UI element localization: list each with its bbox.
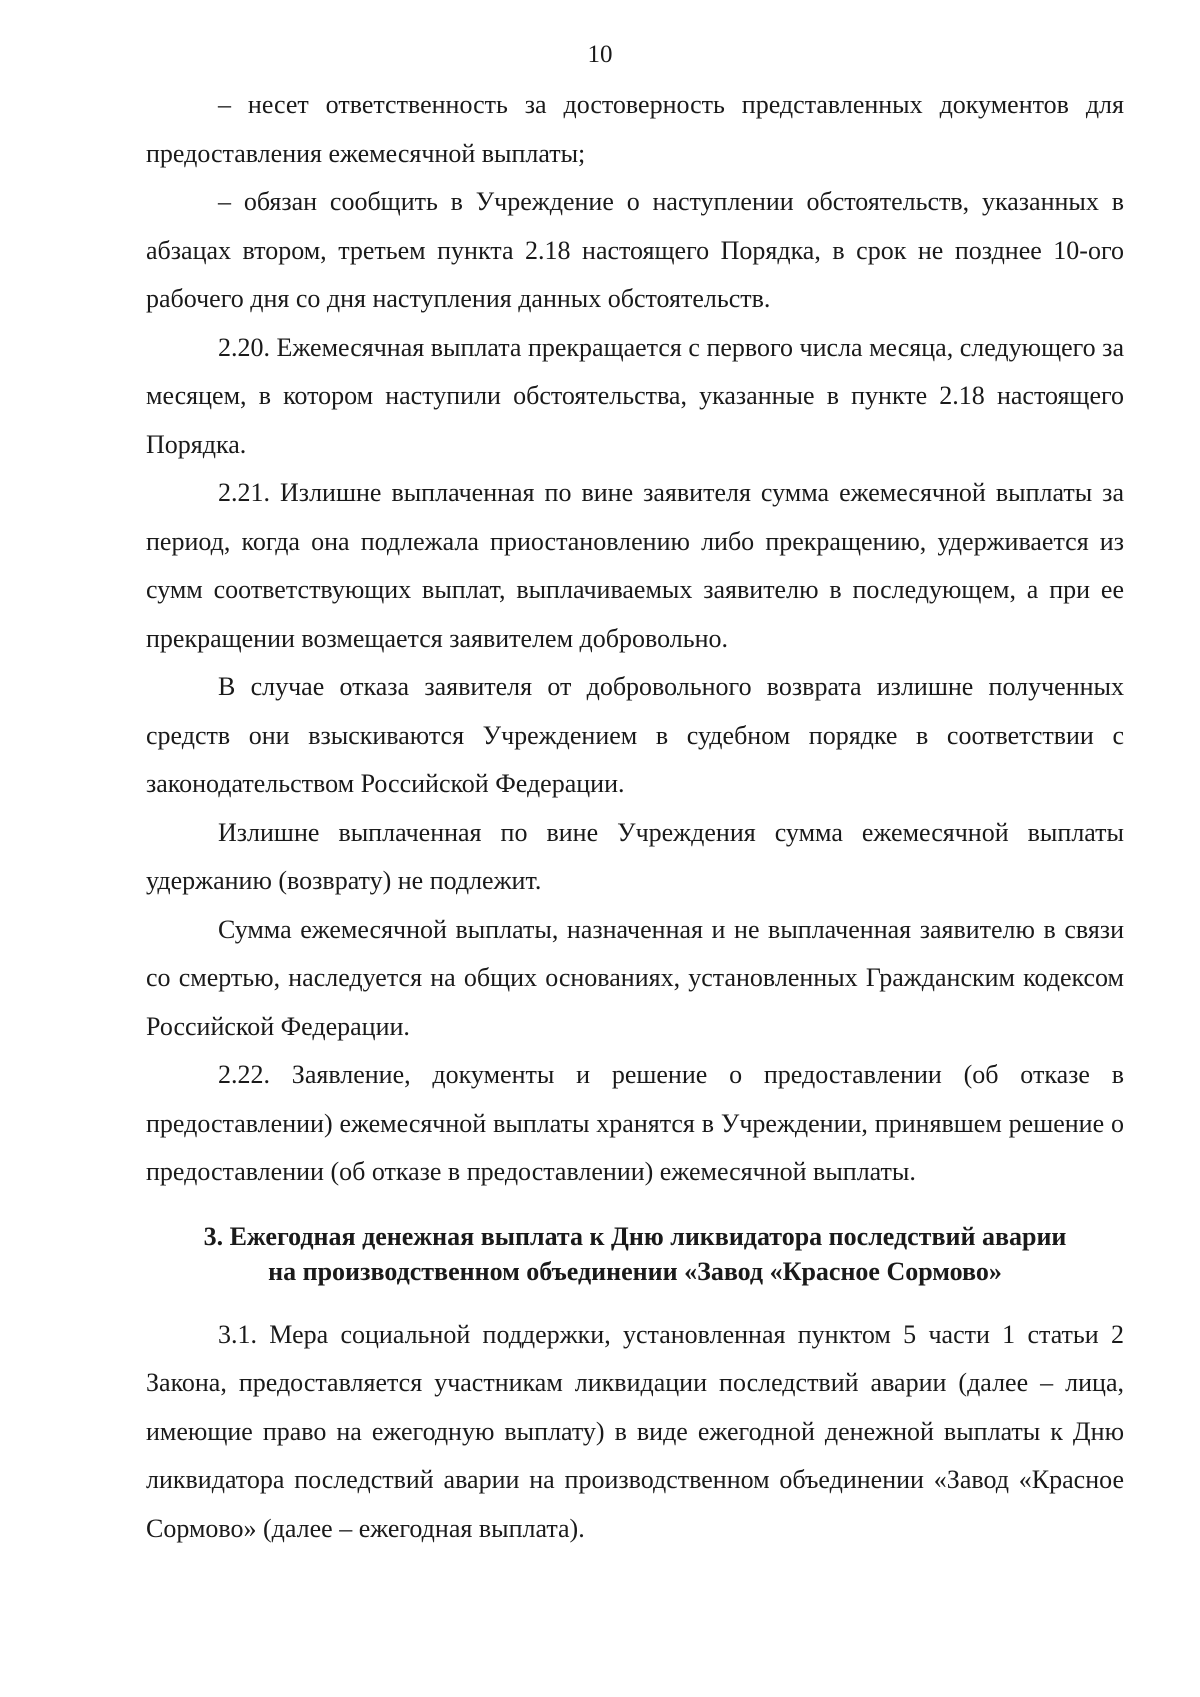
paragraph-2-20: 2.20. Ежемесячная выплата прекращается с первого числа месяца, следующего за месяцем, в котором наступили обстоятельства, указанные в пункте 2.18 настоящего Порядка. [146,332,1124,459]
section-heading [146,1219,1124,1289]
paragraph-responsibility: – несет ответственность за достоверность представленных документов для предоставления ежемесячной выплаты; [146,90,1124,168]
paragraph-obligation-notify: – обязан сообщить в Учреждение о наступлении обстоятельств, указанных в абзацах втором, третьем пункта 2.18 настоящего Порядка, в срок не позднее 10-ого рабочего дня со дня наступления данных обстоятельств. [146,187,1124,313]
document-body [146,81,1124,1553]
paragraph-inheritance: Сумма ежемесячной выплаты, назначенная и не выплаченная заявителю в связи со смертью, наследуется на общих основаниях, установленных Гражданским кодексом Российской Федерации. [146,914,1124,1041]
paragraph-institution-overpayment: Излишне выплаченная по вине Учреждения сумма ежемесячной выплаты удержанию (возврату) не подлежит. [146,817,1124,895]
paragraph-2-22: 2.22. Заявление, документы и решение о предоставлении (об отказе в предоставлении) ежемесячной выплаты хранятся в Учреждении, принявшем решение о предоставлении (об отказе в предоставлении) ежемесячной выплаты. [146,1060,1124,1186]
section-heading-line-2: на производственном объединении «Завод «Красное Сормово» [268,1256,1002,1286]
section-heading-line-1: 3. Ежегодная денежная выплата к Дню ликвидатора последствий аварии [203,1221,1067,1251]
page-number: 10 [587,41,613,68]
paragraph-3-1: 3.1. Мера социальной поддержки, установленная пунктом 5 части 1 статьи 2 Закона, предоставляется участникам ликвидации последствий аварии (далее – лица, имеющие право на ежегодную выплату) в виде ежегодной денежной выплаты к Дню ликвидатора последствий аварии на производственном объединении «Завод «Красное Сормово» (далее – ежегодная выплата). [146,1319,1124,1543]
paragraph-refusal-return: В случае отказа заявителя от добровольного возврата излишне полученных средств они взыскиваются Учреждением в судебном порядке в соответствии с законодательством Российской Федерации. [146,672,1124,798]
paragraph-2-21: 2.21. Излишне выплаченная по вине заявителя сумма ежемесячной выплаты за период, когда она подлежала приостановлению либо прекращению, удерживается из сумм соответствующих выплат, выплачиваемых заявителю в последующем, а при ее прекращении возмещается заявителем добровольно. [146,478,1124,653]
